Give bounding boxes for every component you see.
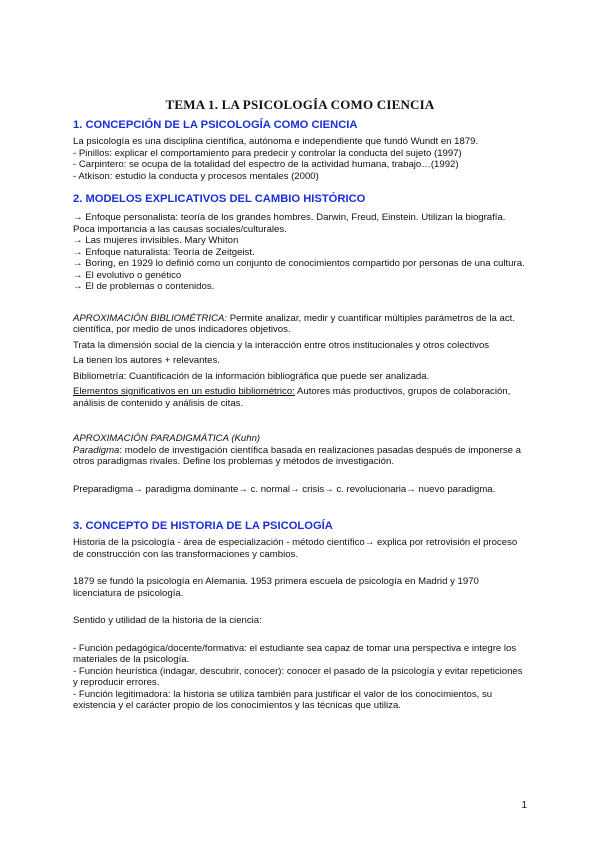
biblio-text: Permite analizar, medir y cuantificar múltiples parámetros de la act. científica, por medio de unos indicadores objetivos. xyxy=(73,312,515,335)
section-3-intro: Historia de la psicología - área de especialización - método científico→ explica por retrovisión el proceso de construcción con las transformaciones y cambios. xyxy=(73,537,518,560)
biblio-line: Trata la dimensión social de la ciencia y la interacción entre otros institucionales y otros colectivos xyxy=(73,339,490,351)
section-1-line: - Atkison: estudio la conducta y procesos mentales (2000) xyxy=(73,170,319,182)
document-title: TEMA 1. LA PSICOLOGÍA COMO CIENCIA xyxy=(165,97,435,112)
section-2-line: → Boring, en 1929 lo definió como un conjunto de conocimientos compartido por personas de una cultura. xyxy=(73,258,525,269)
biblio-line: Bibliometría: Cuantificación de la información bibliográfica que puede ser analizada. xyxy=(73,370,430,382)
biblio-elements-label: Elementos significativos en un estudio bibliométrico: xyxy=(73,386,295,397)
section-1-line: - Carpintero: se ocupa de la totalidad del espectro de la actividad humana, trabajo…(1992) xyxy=(73,159,459,170)
paradigm-paragraph xyxy=(73,445,528,468)
paradigm-text: : modelo de investigación científica basada en realizaciones pasadas después de imponerse a otros paradigmas rivales. Define los problemas y métodos de investigación. xyxy=(73,444,521,467)
section-2-line: → El evolutivo o genético xyxy=(73,269,182,281)
biblio-line: La tienen los autores + relevantes. xyxy=(73,355,220,366)
paradigm-term: Paradigma xyxy=(73,444,120,456)
section-2-heading: 2. MODELOS EXPLICATIVOS DEL CAMBIO HISTÓRICO xyxy=(73,193,366,205)
biblio-label: APROXIMACIÓN BIBLIOMÉTRICA: xyxy=(73,312,228,324)
document-body xyxy=(73,112,528,712)
section-1-line: La psicología es una disciplina científica, autónoma e independiente que fundó Wundt en 1879. xyxy=(73,136,479,147)
section-2-line: → Las mujeres invisibles. Mary Whiton xyxy=(73,235,239,246)
page-number: 1 xyxy=(521,800,527,811)
section-3-heading: 3. CONCEPTO DE HISTORIA DE LA PSICOLOGÍA xyxy=(73,520,333,532)
function-item: - Función heurística (indagar, descubrir, conocer): conocer el pasado de la psicología y evitar repeticiones y reproducir errores. xyxy=(73,665,523,688)
function-item: - Función pedagógica/docente/formativa: el estudiante sea capaz de tomar una perspectiva e integre los materiales de la psicología. xyxy=(73,642,517,665)
section-3-sense: Sentido y utilidad de la historia de la ciencia: xyxy=(73,615,262,626)
section-2-line: → El de problemas o contenidos. xyxy=(73,281,215,292)
section-2-line: → Enfoque personalista: teoría de los grandes hombres. Darwin, Freud, Einstein. Utilizan la biografía. Poca importancia a las causas sociales/culturales. xyxy=(73,212,506,235)
biblio-paragraph xyxy=(73,313,528,336)
function-item: - Función legitimadora: la historia se utiliza también para justificar el valor de los conocimientos, su existencia y el carácter propio de los conocimientos y las técnicas que utiliza. xyxy=(73,688,493,711)
biblio-elements xyxy=(73,386,528,409)
section-2-line: → Enfoque naturalista: Teoría de Zeitgeist. xyxy=(73,246,255,258)
section-3-dates: 1879 se fundó la psicología en Alemania. 1953 primera escuela de psicología en Madrid y 1970 licenciatura de psicología. xyxy=(73,576,479,599)
section-1-line: - Pinillos: explicar el comportamiento para predecir y controlar la conducta del sujeto (1997) xyxy=(73,147,462,159)
biblio-elements-text: Autores más productivos, grupos de colaboración, análisis de contenido y análisis de citas. xyxy=(73,386,511,409)
section-1-heading: 1. CONCEPCIÓN DE LA PSICOLOGÍA COMO CIENCIA xyxy=(73,119,358,131)
paradigm-sequence: Preparadigma→ paradigma dominante→ c. normal→ crisis→ c. revolucionaria→ nuevo paradigma. xyxy=(73,483,496,495)
paradigm-label: APROXIMACIÓN PARADIGMÁTICA (Kuhn) xyxy=(73,433,261,444)
